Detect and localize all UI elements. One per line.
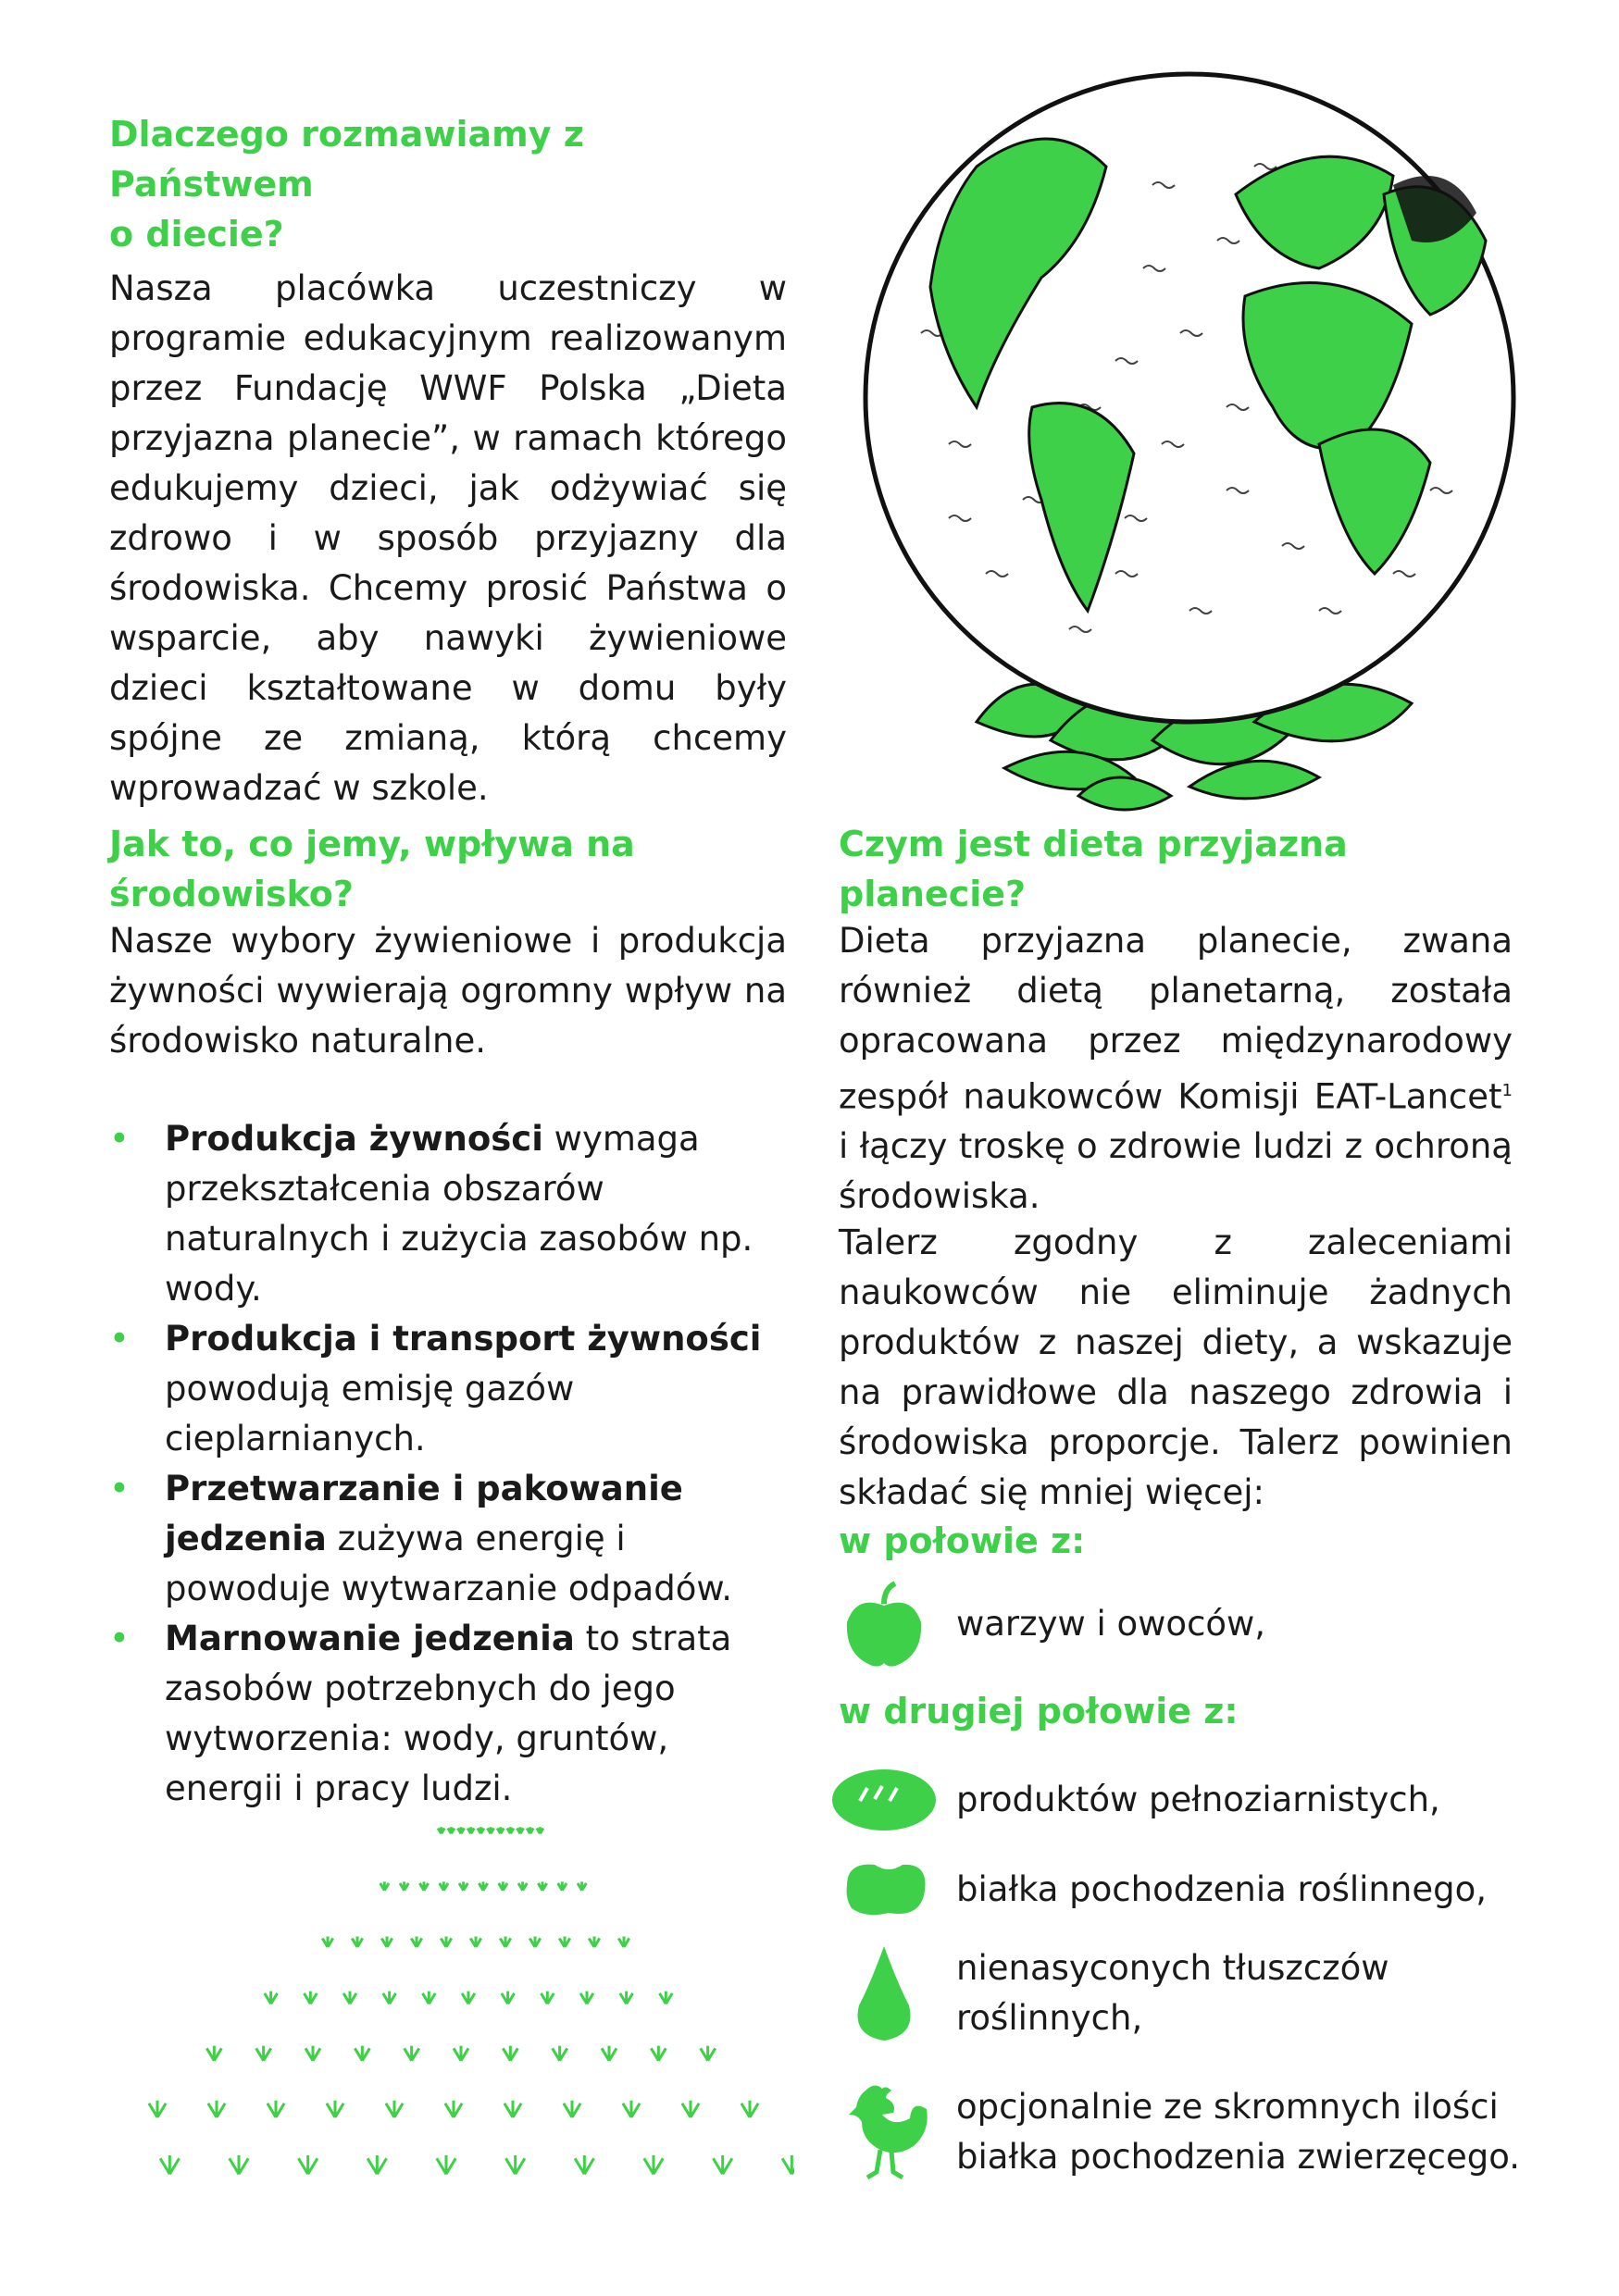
bullet-icon: •: [109, 1319, 130, 1359]
section1-title-line1: Dlaczego rozmawiamy z Państwem: [109, 114, 584, 205]
sprout-mark: [527, 1827, 533, 1833]
sprout-mark: [682, 2101, 699, 2117]
sprout-mark: [478, 1827, 484, 1833]
half-label: w połowie z:: [839, 1520, 1086, 1561]
sprout-mark: [651, 2046, 666, 2061]
bullet-icon: •: [109, 1469, 130, 1508]
sprout-mark: [529, 1936, 541, 1947]
section2-body: Nasze wybory żywieniowe i produkcja żywności wywierają ogromny wpływ na środowisko naturalne.: [109, 921, 787, 1061]
section2-title: Jak to, co jemy, wpływa na środowisko?: [109, 824, 635, 914]
sprout-mark: [322, 1936, 333, 1947]
drop-icon: [828, 1947, 940, 2040]
sprout-mark: [507, 1827, 514, 1833]
sprout-mark: [208, 2101, 225, 2117]
footnote-ref: 1: [1501, 1081, 1513, 1100]
section3-body1: [839, 916, 1513, 1222]
sprout-mark: [462, 1992, 475, 2004]
sprout-mark: [256, 2046, 271, 2061]
sprout-mark: [386, 2101, 403, 2117]
sprout-mark: [457, 1827, 464, 1833]
sprout-mark: [589, 1936, 600, 1947]
section3-title: Czym jest dieta przyjazna planecie?: [839, 824, 1348, 914]
bullet-bold: Przetwarzanie i pakowanie jedzenia: [165, 1469, 683, 1558]
sprout-mark: [438, 1827, 444, 1833]
section3-body2: Talerz zgodny z zaleceniami naukowców nie eliminuje żadnych produktów z naszej diety, a wskazuje na prawidłowe dla naszego zdrowia i środowiska proporcje. Talerz powinien składać się mniej więcej:: [839, 1222, 1513, 1512]
sprout-mark: [355, 2046, 369, 2061]
plate-item-plant-protein: [828, 1843, 1551, 1936]
list-item: [109, 1314, 794, 1464]
plate-item-veg: [828, 1578, 1551, 1670]
sprout-mark: [230, 2155, 248, 2174]
plate-item-grains: [828, 1754, 1551, 1846]
bread-icon: [828, 1754, 940, 1846]
sprout-mark: [618, 1936, 629, 1947]
sprout-mark: [541, 1992, 554, 2004]
sprout-mark: [701, 2046, 716, 2061]
sprout-mark: [467, 1827, 474, 1833]
sprout-mark: [479, 1881, 487, 1890]
sprout-mark: [499, 1881, 507, 1890]
plate-item-fats: [828, 1943, 1551, 2043]
section3-body1-b: i łączy troskę o zdrowie ludzi z ochroną środowiska.: [839, 1126, 1513, 1217]
sprout-mark: [327, 2101, 343, 2117]
sprout-mark: [445, 2101, 462, 2117]
sprout-mark: [500, 1936, 511, 1947]
second-half-label: w drugiej połowie z:: [839, 1691, 1239, 1731]
plate-item-text: białka pochodzenia roślinnego,: [956, 1869, 1487, 1909]
bullet-icon: •: [109, 1119, 130, 1159]
sprout-mark: [659, 1992, 672, 2004]
impact-list: [109, 1114, 794, 1814]
bullet-bold: Marnowanie jedzenia: [165, 1619, 575, 1658]
sprout-mark: [504, 2101, 521, 2117]
list-item: [109, 1614, 794, 1814]
sprout-mark: [422, 1992, 435, 2004]
plate-item-text-line2: roślinnych,: [956, 1998, 1143, 2038]
sprout-mark: [367, 2155, 386, 2174]
bullet-icon: •: [109, 1619, 130, 1658]
bullet-text: to strata zasobów potrzebnych do jego wytworzenia: wody, gruntów, energii i pracy ludzi.: [165, 1619, 732, 1808]
sprout-mark: [454, 2046, 468, 2061]
sprout-mark: [623, 2101, 640, 2117]
sprout-mark: [553, 2046, 567, 2061]
sprout-mark: [411, 1936, 422, 1947]
sprout-mark: [578, 1881, 586, 1890]
section1-body: Nasza placówka uczestniczy w programie edukacyjnym realizowanym przez Fundację WWF Polska „Dieta przyjazna planecie”, w ramach którego edukujemy dzieci, jak odżywiać się zdrowo i w sposób przyjazny dla środowiska. Chcemy prosić Państwa o wsparcie, aby nawyki żywieniowe dzieci kształtowane w domu były spójne ze zmianą, którą chcemy wprowadzać w szkole.: [109, 268, 787, 808]
sprout-mark: [343, 1992, 356, 2004]
sprout-mark: [440, 1881, 448, 1890]
sprout-mark: [352, 1936, 363, 1947]
bullet-text: powodują emisję gazów cieplarnianych.: [165, 1369, 575, 1458]
section1-title-line2: o diecie?: [109, 214, 284, 254]
sprout-mark: [160, 2155, 179, 2174]
sprout-mark: [459, 1881, 467, 1890]
sprout-mark: [538, 1881, 546, 1890]
sprout-mark: [419, 1881, 428, 1890]
sprout-mark: [380, 1881, 389, 1890]
sprout-mark: [305, 2046, 320, 2061]
sprout-mark: [502, 1992, 515, 2004]
apple-icon: [828, 1578, 940, 1670]
bullet-bold: Produkcja żywności: [165, 1119, 543, 1159]
sprout-mark: [487, 1827, 493, 1833]
sprout-mark: [265, 1992, 278, 2004]
sprout-mark: [405, 2046, 419, 2061]
sprout-mark: [644, 2155, 663, 2174]
section3-body1-a: Dieta przyjazna planecie, zwana również dietą planetarną, została opracowana przez międzynarodowy zespół naukowców Komisji EAT-Lancet: [839, 921, 1513, 1117]
sprout-mark: [517, 1827, 523, 1833]
sprout-mark: [381, 1936, 392, 1947]
bullet-text: wymaga przekształcenia obszarów naturalnych i zużycia zasobów np. wody.: [165, 1119, 753, 1309]
sprout-mark: [559, 1936, 570, 1947]
sprout-mark: [503, 2046, 517, 2061]
sprout-mark: [505, 2155, 524, 2174]
sprout-mark: [437, 2155, 455, 2174]
sprout-mark: [206, 2046, 221, 2061]
sprout-mark: [497, 1827, 504, 1833]
plate-item-text: [956, 2082, 1520, 2182]
section1-title: [109, 109, 787, 259]
globe-illustration: [838, 56, 1560, 814]
bullet-bold: Produkcja i transport żywności: [165, 1319, 762, 1359]
sprout-mark: [518, 1881, 527, 1890]
sprout-mark: [298, 2155, 317, 2174]
field-illustration: [109, 1814, 794, 2203]
sprout-mark: [741, 2101, 758, 2117]
sprout-mark: [782, 2155, 794, 2174]
sprout-mark: [149, 2101, 166, 2117]
sprout-mark: [620, 1992, 633, 2004]
sprout-mark: [575, 2155, 593, 2174]
sprout-mark: [400, 1881, 408, 1890]
bean-icon: [828, 1843, 940, 1936]
sprout-mark: [470, 1936, 481, 1947]
sprout-mark: [564, 2101, 580, 2117]
plate-item-text-line2: białka pochodzenia zwierzęcego.: [956, 2137, 1521, 2177]
plate-item-text-line1: opcjonalnie ze skromnych ilości: [956, 2087, 1499, 2127]
bullet-text: zużywa energię i powoduje wytwarzanie odpadów.: [165, 1519, 732, 1608]
plate-item-text-line1: nienasyconych tłuszczów: [956, 1948, 1389, 1988]
sprout-mark: [713, 2155, 731, 2174]
plate-item-text: warzyw i owoców,: [956, 1604, 1266, 1644]
sprout-mark: [441, 1936, 452, 1947]
sprout-mark: [558, 1881, 567, 1890]
plate-item-text: produktów pełnoziarnistych,: [956, 1780, 1440, 1819]
sprout-mark: [602, 2046, 616, 2061]
sprout-mark: [268, 2101, 284, 2117]
list-item: [109, 1114, 794, 1314]
sprout-mark: [580, 1992, 593, 2004]
sprout-mark: [383, 1992, 396, 2004]
list-item: [109, 1464, 794, 1614]
plate-item-text: [956, 1943, 1389, 2043]
rooster-icon: [828, 2086, 940, 2178]
sprout-mark: [304, 1992, 317, 2004]
plate-item-animal-protein: [828, 2082, 1551, 2182]
sprout-mark: [537, 1827, 543, 1833]
sprout-mark: [448, 1827, 455, 1833]
